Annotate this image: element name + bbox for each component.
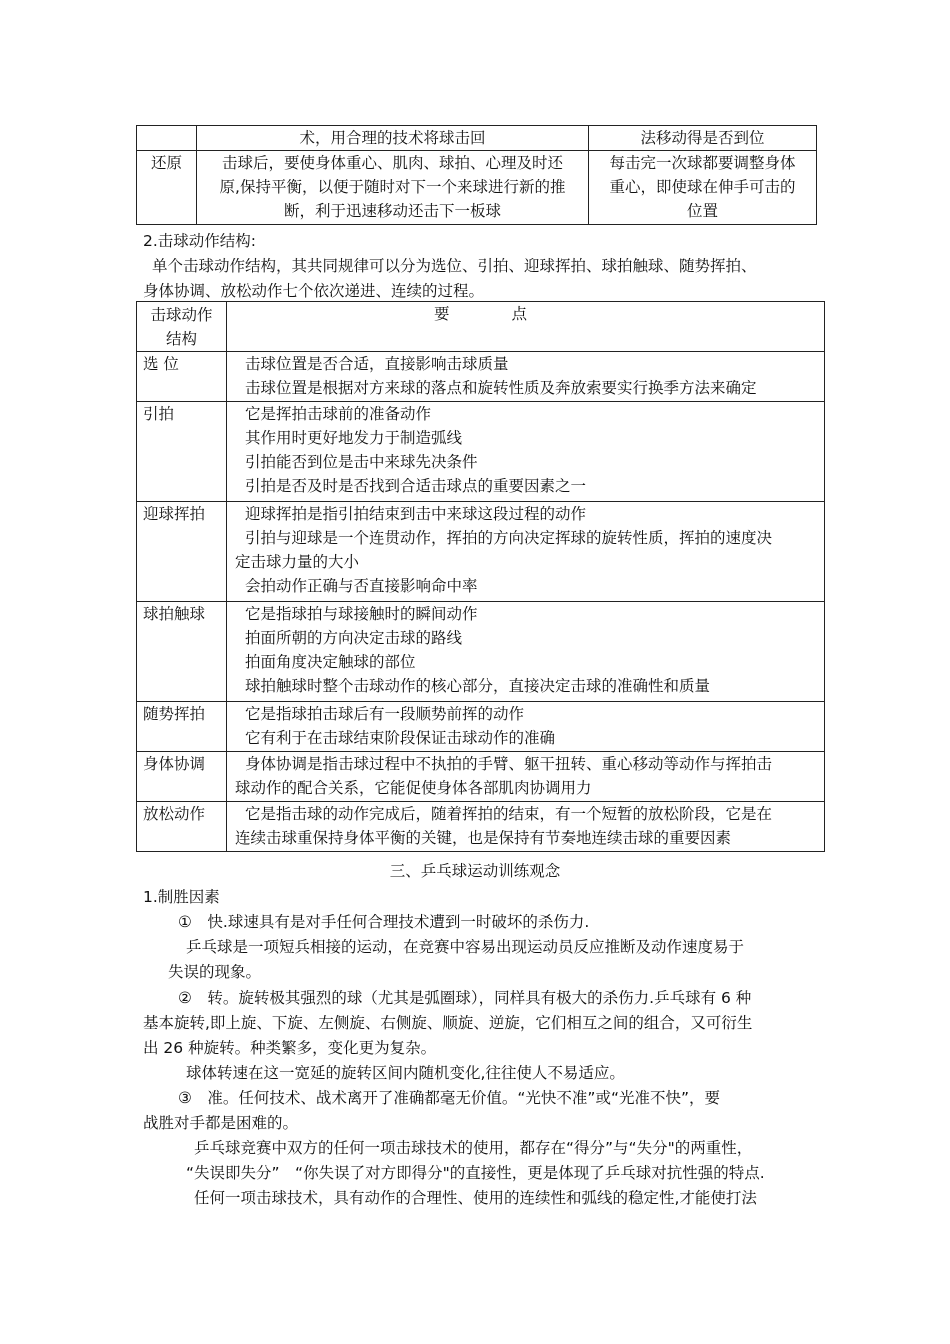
table-row bbox=[137, 151, 817, 225]
cell-line: 引拍是否及时是否找到合适击球点的重要因素之一 bbox=[245, 477, 587, 495]
paragraph-line: 身体协调、放松动作七个依次递进、连续的过程。 bbox=[143, 282, 485, 300]
cell-line: 重心，即使球在伸手可击的 bbox=[609, 178, 796, 196]
paragraph-line: 基本旋转,即上旋、下旋、左侧旋、右侧旋、顺旋、逆旋，它们相互之间的组合，又可衍生 bbox=[143, 1014, 753, 1032]
cell-line: 身体协调是指击球过程中不执拍的手臂、躯干扭转、重心移动等动作与挥拍击 bbox=[245, 755, 773, 773]
table-continued bbox=[136, 125, 817, 225]
table-row bbox=[137, 402, 825, 502]
table-cell bbox=[227, 602, 825, 702]
table-header-cell bbox=[137, 302, 227, 352]
paragraph-line: 出 26 种旋转。种类繁多，变化更为复杂。 bbox=[143, 1039, 437, 1057]
cell-line: 它是指击球的动作完成后，随着挥拍的结束，有一个短暂的放松阶段，它是在 bbox=[245, 805, 773, 823]
table-row bbox=[137, 752, 825, 802]
table-cell bbox=[589, 151, 817, 225]
cell-line: 连续击球重保持身体平衡的关键，也是保持有节奏地连续击球的重要因素 bbox=[235, 829, 732, 847]
table-header-cell: 要 点 bbox=[227, 302, 825, 352]
table-cell bbox=[227, 502, 825, 602]
paragraph-line: ③ 准。任何技术、战术离开了准确都毫无价值。“光快不准”或“光准不快”，要 bbox=[178, 1089, 721, 1107]
paragraph-line: 球体转速在这一宽延的旋转区间内随机变化,往往使人不易适应。 bbox=[186, 1064, 625, 1082]
cell-line: 它是挥拍击球前的准备动作 bbox=[245, 405, 432, 423]
cell-line: 它是指球拍击球后有一段顺势前挥的动作 bbox=[245, 705, 525, 723]
table-header-row bbox=[137, 302, 825, 352]
row-label: 迎球挥拍 bbox=[137, 502, 227, 602]
table-row bbox=[137, 602, 825, 702]
header-line: 击球动作 bbox=[150, 306, 213, 324]
table-cell bbox=[227, 752, 825, 802]
row-label: 选 位 bbox=[137, 352, 227, 402]
section-heading: 2.击球动作结构: bbox=[143, 232, 257, 250]
table-cell bbox=[227, 802, 825, 852]
table-row bbox=[137, 802, 825, 852]
paragraph-line: 乒乓球竞赛中双方的任何一项击球技术的使用，都存在“得分”与“失分"的两重性， bbox=[194, 1139, 753, 1157]
cell-line: 它有利于在击球结束阶段保证击球动作的准确 bbox=[245, 729, 556, 747]
table-row bbox=[137, 126, 817, 151]
table-cell bbox=[227, 702, 825, 752]
cell-line: 定击球力量的大小 bbox=[235, 553, 360, 571]
header-line: 结构 bbox=[165, 330, 197, 348]
paragraph-line: 任何一项击球技术，具有动作的合理性、使用的连续性和弧线的稳定性,才能使打法 bbox=[194, 1189, 757, 1207]
row-label: 放松动作 bbox=[137, 802, 227, 852]
section-title: 三、乒乓球运动训练观念 bbox=[389, 862, 561, 880]
table-row bbox=[137, 702, 825, 752]
stroke-structure-table bbox=[136, 301, 825, 852]
paragraph-line: 战胜对手都是困难的。 bbox=[143, 1114, 299, 1132]
table-cell: 法移动得是否到位 bbox=[589, 126, 817, 151]
cell-line: 断，利于迅速移动还击下一板球 bbox=[283, 202, 501, 220]
table-row bbox=[137, 502, 825, 602]
paragraph-line: ① 快.球速具有是对手任何合理技术遭到一时破坏的杀伤力. bbox=[178, 913, 590, 931]
paragraph-line: “失误即失分” “你失误了对方即得分"的直接性，更是体现了乒乓球对抗性强的特点. bbox=[186, 1164, 765, 1182]
table-cell bbox=[227, 402, 825, 502]
table-cell bbox=[197, 151, 589, 225]
cell-line: 引拍能否到位是击中来球先决条件 bbox=[245, 453, 478, 471]
row-label: 身体协调 bbox=[137, 752, 227, 802]
table-cell bbox=[137, 126, 197, 151]
paragraph-line: 乒乓球是一项短兵相接的运动，在竞赛中容易出现运动员反应推断及动作速度易于 bbox=[186, 938, 745, 956]
cell-line: 击球位置是根据对方来球的落点和旋转性质及奔放索要实行换季方法来确定 bbox=[245, 379, 757, 397]
cell-line: 它是指球拍与球接触时的瞬间动作 bbox=[245, 605, 478, 623]
cell-line: 击球位置是否合适，直接影响击球质量 bbox=[245, 355, 509, 373]
paragraph-line: 失误的现象。 bbox=[168, 963, 262, 981]
paragraph-line: 单个击球动作结构，其共同规律可以分为选位、引拍、迎球挥拍、球拍触球、随势挥拍、 bbox=[152, 257, 757, 275]
cell-line: 球拍触球时整个击球动作的核心部分，直接决定击球的准确性和质量 bbox=[245, 677, 711, 695]
table-cell: 术，用合理的技术将球击回 bbox=[197, 126, 589, 151]
cell-line: 原,保持平衡，以便于随时对下一个来球进行新的推 bbox=[219, 178, 566, 196]
cell-line: 会拍动作正确与否直接影响命中率 bbox=[245, 577, 478, 595]
row-label: 随势挥拍 bbox=[137, 702, 227, 752]
table-cell: 还原 bbox=[137, 151, 197, 225]
table-row bbox=[137, 352, 825, 402]
cell-line: 每击完一次球都要调整身体 bbox=[609, 154, 796, 172]
row-label: 引拍 bbox=[137, 402, 227, 502]
subsection-heading: 1.制胜因素 bbox=[143, 888, 220, 906]
cell-line: 其作用时更好地发力于制造弧线 bbox=[245, 429, 463, 447]
cell-line: 迎球挥拍是指引拍结束到击中来球这段过程的动作 bbox=[245, 505, 587, 523]
paragraph-line: ② 转。旋转极其强烈的球（尤其是弧圈球），同样具有极大的杀伤力.乒乓球有 6 种 bbox=[178, 989, 752, 1007]
cell-line: 击球后，要使身体重心、肌肉、球拍、心理及时还 bbox=[221, 154, 563, 172]
cell-line: 拍面所朝的方向决定击球的路线 bbox=[245, 629, 463, 647]
table-cell bbox=[227, 352, 825, 402]
cell-line: 位置 bbox=[686, 202, 718, 220]
row-label: 球拍触球 bbox=[137, 602, 227, 702]
cell-line: 拍面角度决定触球的部位 bbox=[245, 653, 416, 671]
cell-line: 引拍与迎球是一个连贯动作，挥拍的方向决定挥球的旋转性质，挥拍的速度决 bbox=[245, 529, 773, 547]
cell-line: 球动作的配合关系，它能促使身体各部肌肉协调用力 bbox=[235, 779, 592, 797]
